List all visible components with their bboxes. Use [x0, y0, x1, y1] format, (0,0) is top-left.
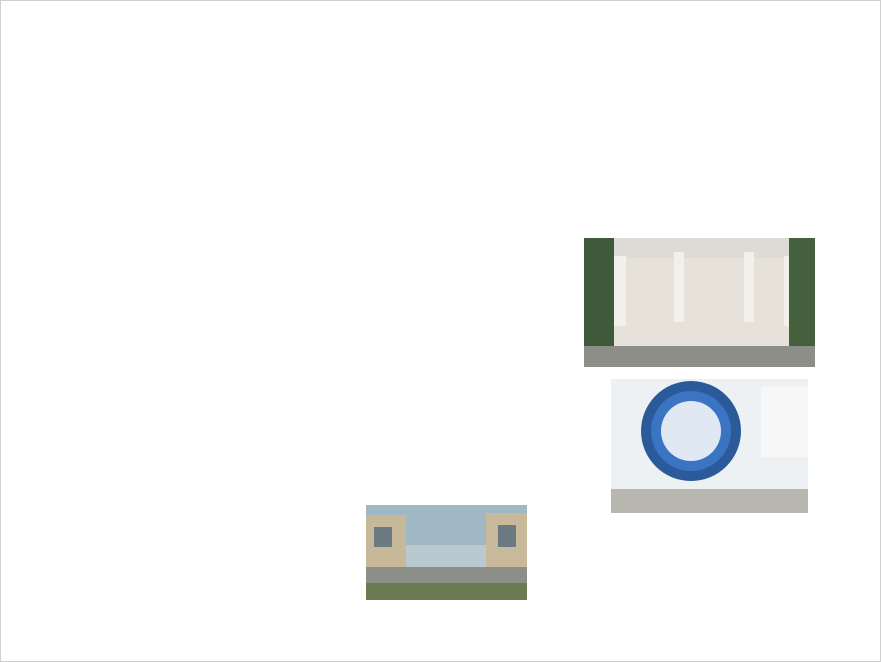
volunteers-photo-headquarters [611, 379, 808, 513]
left-column [85, 53, 307, 72]
middle-column [338, 53, 544, 88]
volunteers-group-photo-building [584, 238, 815, 367]
volunteers-group-photo-outdoor [366, 505, 527, 600]
right-column [584, 53, 813, 72]
